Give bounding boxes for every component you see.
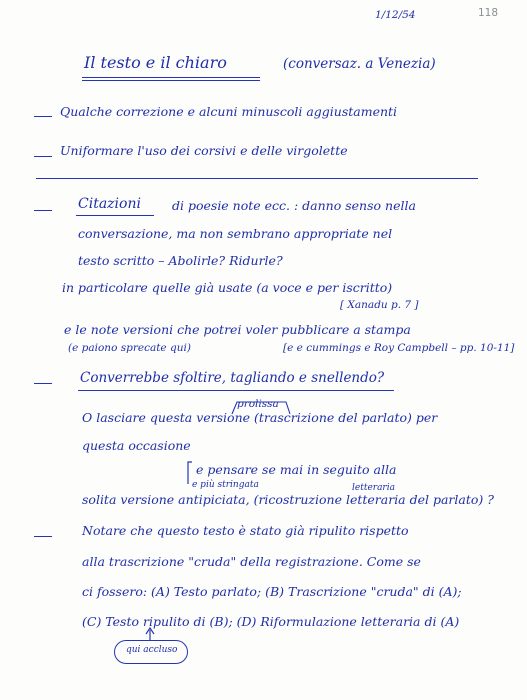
- line-notare: Notare che questo testo è stato già ripulito rispetto: [82, 523, 409, 538]
- insert-letteraria: letteraria: [352, 483, 395, 493]
- line-ci-fossero: ci fossero: (A) Testo parlato; (B) Trascrizione "cruda" di (A);: [82, 584, 462, 599]
- line-occasione: questa occasione: [82, 438, 191, 453]
- insert-caret: [232, 402, 290, 414]
- ref-xanadu: [ Xanadu p. 7 ]: [340, 299, 419, 311]
- line-testo-ripulito: (C) Testo ripulito di (B); (D) Riformulazione letteraria di (A): [82, 614, 460, 629]
- line-in-particolare: in particolare quelle già usate (a voce e per iscritto): [62, 280, 393, 295]
- ref-cummings: [e e cummings e Roy Campbell – pp. 10-11]: [283, 342, 515, 354]
- line-pensare: e pensare se mai in seguito alla: [196, 462, 397, 477]
- line-trascrizione: alla trascrizione "cruda" della registrazione. Come se: [82, 554, 421, 569]
- page-number: 118: [478, 7, 499, 19]
- heading-converrebbe: Converrebbe sfoltire, tagliando e snellendo?: [80, 370, 385, 386]
- title-note: (conversaz. a Venezia): [283, 56, 436, 72]
- line-sprecate: (e paiono sprecate qui): [68, 342, 191, 354]
- item-uniform: Uniformare l'uso dei corsivi e delle virgolette: [60, 143, 348, 158]
- line-conversazione: conversazione, ma non sembrano appropriate nel: [78, 226, 393, 241]
- title-main: Il testo e il chiaro: [84, 53, 227, 72]
- line-lasciare: O lasciare questa versione (trascrizione del parlato) per: [82, 410, 438, 425]
- note-qui-accluso: qui accluso: [126, 645, 178, 655]
- line-solita-versione: solita versione antipiciata, (ricostruzione letteraria del parlato) ?: [82, 492, 494, 507]
- bracket-mark: [188, 462, 192, 484]
- insert-stringata: e più stringata: [192, 480, 259, 490]
- line-testo-scritto: testo scritto – Abolirle? Ridurle?: [78, 253, 283, 268]
- item-corrections: Qualche correzione e alcuni minuscoli aggiustamenti: [60, 104, 398, 119]
- date: 1/12/54: [375, 9, 416, 21]
- heading-citazioni: Citazioni: [78, 196, 141, 212]
- line-note-versioni: e le note versioni che potrei voler pubblicare a stampa: [64, 322, 411, 337]
- line-citazioni: di poesie note ecc. : danno senso nella: [172, 198, 416, 213]
- insert-prolissa: prolissa: [237, 398, 279, 410]
